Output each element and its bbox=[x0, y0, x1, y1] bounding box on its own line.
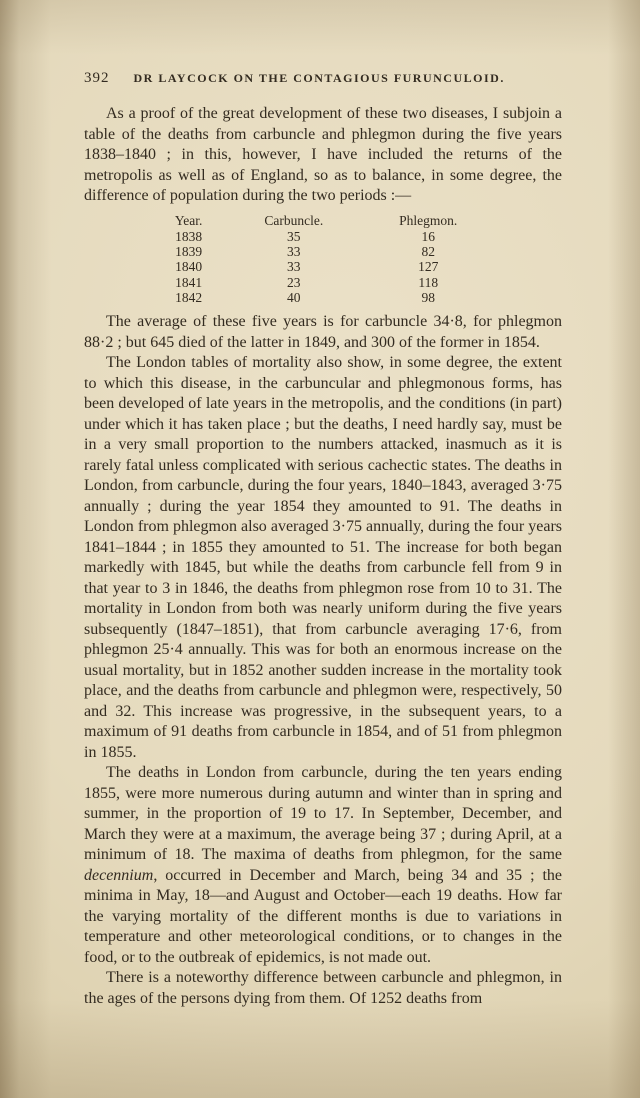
page-body bbox=[84, 104, 562, 1009]
table-cell: 35 bbox=[287, 228, 301, 244]
table-cell: 33 bbox=[287, 244, 301, 260]
table-row bbox=[151, 275, 495, 290]
deaths-table-header-row bbox=[151, 213, 495, 229]
table-cell: 33 bbox=[287, 259, 301, 275]
table-header-cell: Year. bbox=[174, 212, 203, 228]
page-header bbox=[84, 70, 562, 87]
running-title: DR LAYCOCK ON THE CONTAGIOUS FURUNCULOID. bbox=[133, 71, 505, 85]
paragraph-ages: There is a noteworthy difference between carbuncle and phlegmon, in the ages of the persons dying from them. Of 1252 deaths from bbox=[84, 969, 562, 1007]
table-cell: 1840 bbox=[175, 259, 203, 275]
table-cell: 1842 bbox=[175, 289, 203, 305]
table-cell: 82 bbox=[421, 244, 435, 260]
table-header-cell: Carbuncle. bbox=[264, 212, 324, 228]
table-cell: 23 bbox=[287, 274, 301, 290]
table-cell: 118 bbox=[418, 274, 439, 290]
table-cell: 16 bbox=[421, 228, 435, 244]
page-number: 392 bbox=[84, 70, 110, 86]
table-row bbox=[151, 244, 495, 259]
table-cell: 1838 bbox=[175, 228, 203, 244]
paragraph-average: The average of these five years is for carbuncle 34·8, for phlegmon 88·2 ; but 645 died of the latter in 1849, and 300 of the former in 1854. bbox=[84, 313, 562, 351]
italic-term-decennium: decennium bbox=[84, 866, 154, 884]
table-header-cell: Phlegmon. bbox=[399, 212, 458, 228]
deaths-table-body bbox=[151, 229, 495, 305]
table-row bbox=[151, 229, 495, 244]
table-cell: 40 bbox=[287, 289, 301, 305]
table-cell: 1841 bbox=[175, 274, 203, 290]
table-cell: 1839 bbox=[175, 244, 203, 260]
table-row bbox=[151, 259, 495, 274]
deaths-table-head bbox=[151, 213, 495, 229]
paragraph-text: The deaths in London from carbuncle, during the ten years ending 1855, were more numerous during autumn and winter than in spring and summer, in the proportion of 19 to 17. In September, December, and March they were at a maximum, the average being 37 ; during April, at a minimum of 18. The maxima of deaths from phlegmon, for the same bbox=[84, 764, 562, 864]
table-cell: 98 bbox=[421, 289, 435, 305]
paragraph-london-tables: The London tables of mortality also show, in some degree, the extent to which this disease, in the carbuncular and phlegmonous forms, has been developed of late years in the metropolis, and the conditions (in part) under which it has taken place ; but the deaths, I need hardly say, must be in a very small proportion to the numbers attacked, inasmuch as it is rarely fatal unless complicated with serious cachectic states. The deaths in London, from carbuncle, during the four years, 1840–1843, averaged 3·75 annually ; during the year 1854 they amounted to 91. The deaths in London from phlegmon also averaged 3·75 annually, during the four years 1841–1844 ; in 1855 they amounted to 51. The increase for both began markedly with 1845, but while the deaths from carbuncle fell from 9 in that year to 3 in 1846, the deaths from phlegmon rose from 10 to 31. The mortality in London from both was nearly uniform during the five years subsequently (1847–1851), that from carbuncle averaging 17·6, from phlegmon 25·4 annually. This was for both an enormous increase on the usual mortality, but in 1852 another sudden increase in the mortality took place, and the deaths from carbuncle and phlegmon were, respectively, 50 and 32. This increase was progressive, in the subsequent years, to a maximum of 91 deaths from carbuncle in 1854, and of 51 from phlegmon in 1855. bbox=[84, 354, 562, 761]
table-row bbox=[151, 290, 495, 305]
paragraph-seasonal-mortality bbox=[84, 763, 562, 968]
paragraph-intro: As a proof of the great development of these two diseases, I subjoin a table of the deaths from carbuncle and phlegmon during the five years 1838–1840 ; in this, however, I have included the returns of the metropolis as well as of England, so as to balance, in some degree, the difference of population during the two periods :— bbox=[84, 105, 562, 204]
paragraph-text: , occurred in December and March, being 34 and 35 ; the minima in May, 18—and August and October—each 19 deaths. How far the varying mortality of the different months is due to variations in temperature and other meteorological conditions, or to changes in the food, or to the outbreak of epidemics, is not made out. bbox=[84, 866, 562, 966]
deaths-table bbox=[151, 213, 495, 306]
table-cell: 127 bbox=[418, 259, 439, 275]
